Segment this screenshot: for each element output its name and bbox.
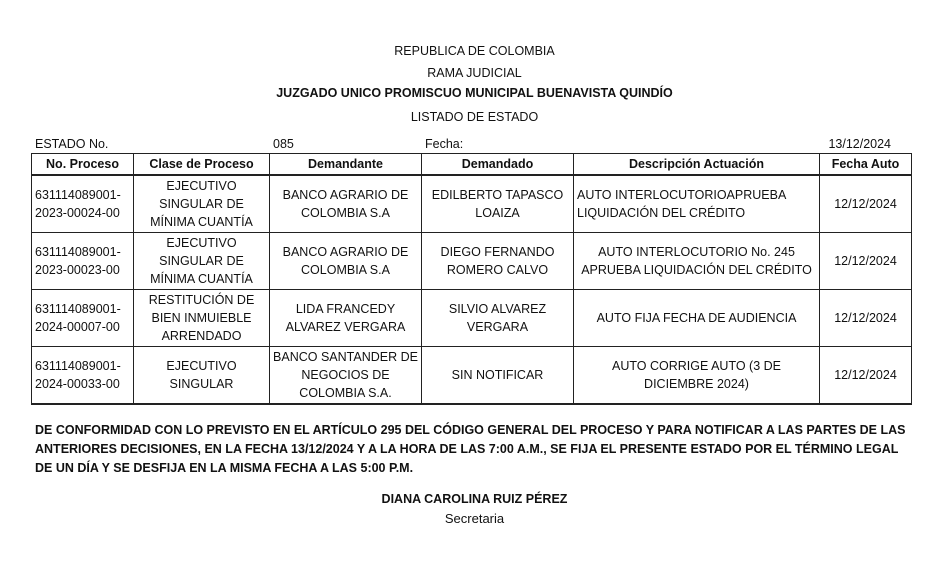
notification-paragraph: DE CONFORMIDAD CON LO PREVISTO EN EL ARTÍCULO 295 DEL CÓDIGO GENERAL DEL PROCESO Y PARA NOTIFICAR A LAS PARTES DE LAS ANTERIORES DECISIONES, EN LA FECHA 13/12/2024 Y A LA HORA DE LAS 7:00 A.M., SE FIJA EL PRESENTE ESTADO POR EL TÉRMINO LEGAL DE UN DÍA Y SE DESFIJA EN LA MISMA FECHA A LAS 5:00 P.M. bbox=[35, 423, 906, 475]
cell-demandado: EDILBERTO TAPASCO LOAIZA bbox=[422, 175, 574, 233]
cell-descripcion: AUTO FIJA FECHA DE AUDIENCIA bbox=[574, 290, 820, 347]
cell-fecha-auto: 12/12/2024 bbox=[820, 290, 912, 347]
cell-clase-proceso: RESTITUCIÓN DE BIEN INMUIEBLE ARRENDADO bbox=[134, 290, 270, 347]
signatory-name: DIANA CAROLINA RUIZ PÉREZ bbox=[381, 492, 568, 506]
cell-descripcion: AUTO CORRIGE AUTO (3 DE DICIEMBRE 2024) bbox=[574, 347, 820, 405]
cell-clase-proceso: EJECUTIVO SINGULAR DE MÍNIMA CUANTÍA bbox=[134, 233, 270, 290]
cell-demandante: BANCO AGRARIO DE COLOMBIA S.A bbox=[270, 233, 422, 290]
header-demandante: Demandante bbox=[270, 154, 422, 176]
cell-descripcion: AUTO INTERLOCUTORIO No. 245 APRUEBA LIQUIDACIÓN DEL CRÉDITO bbox=[574, 233, 820, 290]
estado-number: 085 bbox=[273, 137, 294, 151]
cell-demandante: BANCO SANTANDER DE NEGOCIOS DE COLOMBIA S.A. bbox=[270, 347, 422, 405]
header-no-proceso: No. Proceso bbox=[32, 154, 134, 176]
estado-label: ESTADO No. bbox=[35, 137, 109, 151]
table-row bbox=[32, 290, 912, 347]
header-descripcion: Descripción Actuación bbox=[574, 154, 820, 176]
cell-no-proceso: 631114089001- 2023-00024-00 bbox=[32, 175, 134, 233]
header-clase-proceso: Clase de Proceso bbox=[134, 154, 270, 176]
cell-no-proceso: 631114089001- 2024-00033-00 bbox=[32, 347, 134, 405]
cell-demandante: BANCO AGRARIO DE COLOMBIA S.A bbox=[270, 175, 422, 233]
fecha-value: 13/12/2024 bbox=[828, 137, 891, 151]
fecha-label: Fecha: bbox=[425, 137, 464, 151]
cell-demandante: LIDA FRANCEDY ALVAREZ VERGARA bbox=[270, 290, 422, 347]
cell-fecha-auto: 12/12/2024 bbox=[820, 347, 912, 405]
cell-no-proceso: 631114089001- 2024-00007-00 bbox=[32, 290, 134, 347]
cell-demandado: DIEGO FERNANDO ROMERO CALVO bbox=[422, 233, 574, 290]
cell-clase-proceso: EJECUTIVO SINGULAR bbox=[134, 347, 270, 405]
table-header-row bbox=[32, 154, 912, 176]
header-country: REPUBLICA DE COLOMBIA bbox=[394, 44, 555, 58]
header-branch: RAMA JUDICIAL bbox=[427, 66, 522, 80]
estado-line bbox=[33, 137, 911, 153]
signatory-role: Secretaria bbox=[444, 511, 505, 526]
cell-demandado: SIN NOTIFICAR bbox=[422, 347, 574, 405]
document-title: LISTADO DE ESTADO bbox=[410, 110, 539, 124]
table-row bbox=[32, 233, 912, 290]
cell-fecha-auto: 12/12/2024 bbox=[820, 233, 912, 290]
cell-demandado: SILVIO ALVAREZ VERGARA bbox=[422, 290, 574, 347]
cell-clase-proceso: EJECUTIVO SINGULAR DE MÍNIMA CUANTÍA bbox=[134, 175, 270, 233]
header-demandado: Demandado bbox=[422, 154, 574, 176]
cell-descripcion: AUTO INTERLOCUTORIOAPRUEBA LIQUIDACIÓN DEL CRÉDITO bbox=[574, 175, 820, 233]
listado-table bbox=[31, 153, 912, 405]
header-court: JUZGADO UNICO PROMISCUO MUNICIPAL BUENAVISTA QUINDÍO bbox=[276, 86, 673, 100]
cell-no-proceso: 631114089001- 2023-00023-00 bbox=[32, 233, 134, 290]
table-row bbox=[32, 347, 912, 405]
cell-fecha-auto: 12/12/2024 bbox=[820, 175, 912, 233]
header-fecha-auto: Fecha Auto bbox=[820, 154, 912, 176]
table-row bbox=[32, 175, 912, 233]
